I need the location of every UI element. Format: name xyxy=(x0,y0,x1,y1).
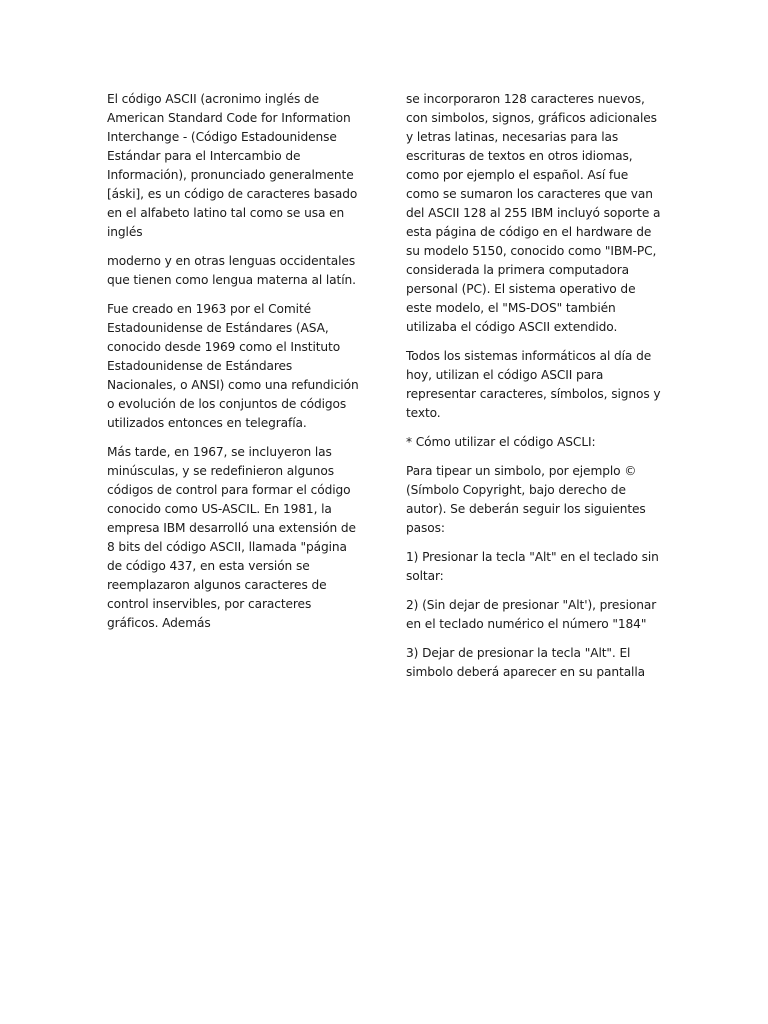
paragraph: * Cómo utilizar el código ASCLI: xyxy=(406,435,596,449)
paragraph: Más tarde, en 1967, se incluyeron las minúsculas, y se redefinieron algunos códigos de control para formar el código conocido como US-ASCIL. En 1981, la empresa IBM desarrolló una extensión de 8 bits del código ASCII, llamada "página de código 437, en esta versión se reemplazaron algunos caracteres de control inservibles, por caracteres gráficos. Además xyxy=(107,445,356,630)
right-column xyxy=(406,90,664,692)
paragraph: Todos los sistemas informáticos al día de hoy, utilizan el código ASCII para representar caracteres, símbolos, signos y texto. xyxy=(406,349,661,420)
paragraph: moderno y en otras lenguas occidentales que tienen como lengua materna al latín. xyxy=(107,254,356,287)
paragraph: 1) Presionar la tecla "Alt" en el teclado sin soltar: xyxy=(406,550,659,583)
paragraph: Para tipear un simbolo, por ejemplo © (Símbolo Copyright, bajo derecho de autor). Se deberán seguir los siguientes pasos: xyxy=(406,464,646,535)
paragraph: Fue creado en 1963 por el Comité Estadounidense de Estándares (ASA, conocido desde 1969 como el Instituto Estadounidense de Estándares Nacionales, o ANSI) como una refundición o evolución de los conjuntos de códigos utilizados entonces en telegrafía. xyxy=(107,302,359,430)
paragraph: 2) (Sin dejar de presionar "Alt'), presionar en el teclado numérico el número "184" xyxy=(406,598,657,631)
paragraph: se incorporaron 128 caracteres nuevos, con simbolos, signos, gráficos adicionales y letras latinas, necesarias para las escrituras de textos en otros idiomas, como por ejemplo el español. Así fue como se sumaron los caracteres que van del ASCII 128 al 255 IBM incluyó soporte a esta página de código en el hardware de su modelo 5150, conocido como "IBM-PC, considerada la primera computadora personal (PC). El sistema operativo de este modelo, el "MS-DOS" también utilizaba el código ASCII extendido. xyxy=(406,92,661,334)
paragraph: 3) Dejar de presionar la tecla "Alt". El simbolo deberá aparecer en su pantalla xyxy=(406,646,645,679)
left-column xyxy=(107,90,363,643)
paragraph: El código ASCII (acronimo inglés de American Standard Code for Information Interchange - (Código Estadounidense Estándar para el Intercambio de Información), pronunciado generalmente [áski], es un código de caracteres basado en el alfabeto latino tal como se usa en inglés xyxy=(107,92,358,239)
